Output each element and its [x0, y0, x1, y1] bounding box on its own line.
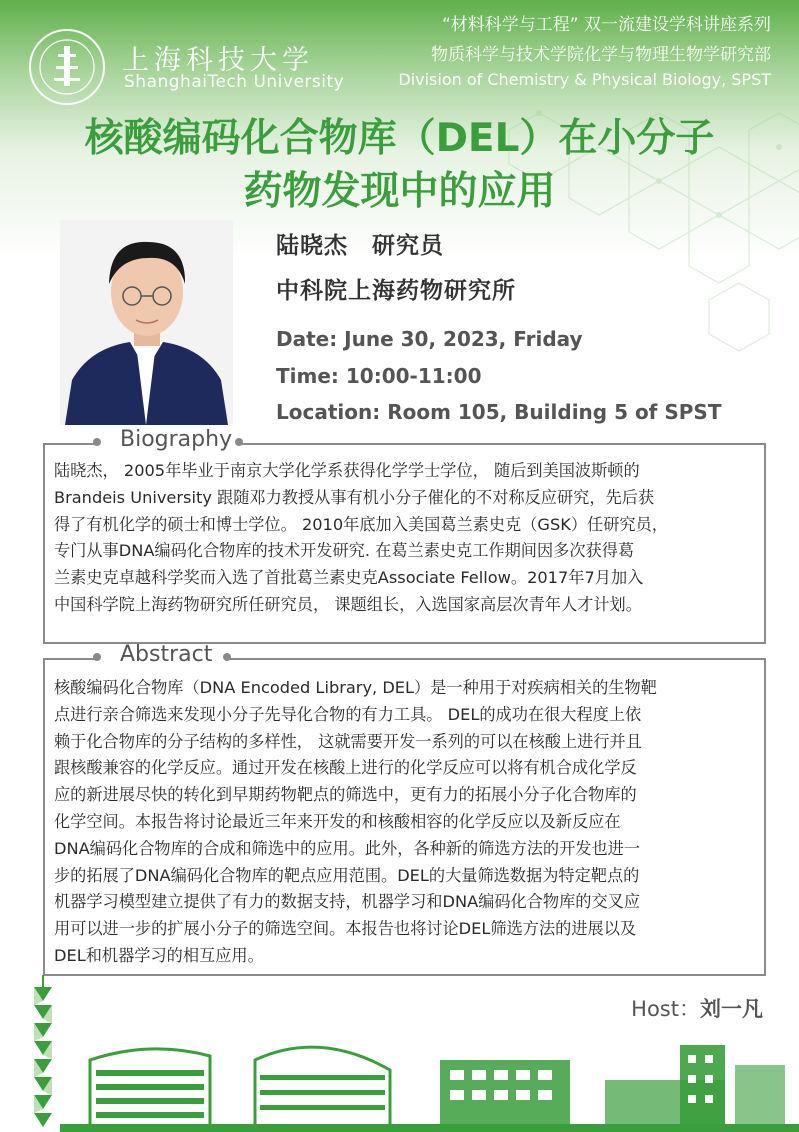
- event-location: Location: Room 105, Building 5 of SPST: [276, 400, 722, 424]
- speaker-affiliation: 中科院上海药物研究所: [276, 278, 516, 304]
- talk-title-line1: 核酸编码化合物库（DEL）在小分子: [84, 116, 715, 161]
- abstract-line: DNA编码化合物库的合成和筛选中的应用。此外，各种新的筛选方法的开发也进一: [54, 838, 641, 858]
- host-label: Host：: [631, 997, 700, 1021]
- event-time: Time: 10:00-11:00: [276, 364, 482, 388]
- biography-heading: Biography: [120, 427, 233, 452]
- host-name: 刘一凡: [700, 997, 763, 1021]
- university-seal-logo: [28, 28, 106, 106]
- biography-line: 中国科学院上海药物研究所任研究员， 课题组长，入选国家高层次青年人才计划。: [54, 594, 642, 614]
- abstract-line: 点进行亲合筛选来发现小分子先导化合物的有力工具。 DEL的成功在很大程度上依: [54, 704, 642, 724]
- talk-title-line2: 药物发现中的应用: [243, 169, 556, 214]
- university-name-cn: 上海科技大学: [122, 45, 314, 76]
- division-name-en: Division of Chemistry & Physical Biology, SPST: [398, 70, 771, 89]
- event-date: Date: June 30, 2023, Friday: [276, 327, 583, 351]
- abstract-heading: Abstract: [120, 642, 213, 667]
- biography-line: 得了有机化学的硕士和博士学位。 2010年底加入美国葛兰素史克（GSK）任研究员，: [54, 514, 668, 534]
- abstract-line: 赖于化合物库的分子结构的多样性， 这就需要开发一系列的可以在核酸上进行并且: [54, 731, 642, 751]
- biography-line: Brandeis University 跟随邓力教授从事有机小分子催化的不对称反应研究，先后获: [54, 487, 655, 507]
- biography-line: 兰素史克卓越科学奖而入选了首批葛兰素史克Associate Fellow。2017年7月加入: [54, 568, 644, 588]
- university-name-en: ShanghaiTech University: [124, 72, 345, 92]
- campus-tower-illustration: [30, 975, 56, 1132]
- host-info: [631, 993, 763, 1023]
- abstract-line: 应的新进展尽快的转化到早期药物靶点的筛选中，更有力的拓展小分子化合物库的: [54, 785, 637, 805]
- abstract-line: 用可以进一步的扩展小分子的筛选空间。本报告也将讨论DEL筛选方法的进展以及: [54, 919, 637, 939]
- biography-section: [43, 427, 766, 644]
- speaker-name-title: 陆晓杰 研究员: [276, 233, 444, 259]
- abstract-line: 步的拓展了DNA编码化合物库的靶点应用范围。DEL的大量筛选数据为特定靶点的: [54, 865, 640, 885]
- abstract-line: 核酸编码化合物库（DNA Encoded Library, DEL）是一种用于对疾病相关的生物靶: [54, 678, 657, 697]
- biography-line: 专门从事DNA编码化合物库的技术开发研究. 在葛兰素史克工作期间因多次获得葛: [54, 541, 635, 561]
- lecture-series: “材料科学与工程” 双一流建设学科讲座系列: [441, 15, 771, 35]
- abstract-line: 机器学习模型建立提供了有力的数据支持，机器学习和DNA编码化合物库的交叉应: [54, 892, 641, 912]
- division-name-cn: 物质科学与技术学院化学与物理生物学研究部: [431, 45, 771, 65]
- biography-text: [54, 458, 756, 619]
- abstract-line: 跟核酸兼容的化学反应。通过开发在核酸上进行的化学反应可以将有机合成化学反: [54, 758, 637, 778]
- abstract-line: 化学空间。本报告将讨论最近三年来开发的和核酸相容的化学反应以及新反应在: [54, 811, 621, 831]
- speaker-photo: [60, 220, 233, 425]
- biography-line: 陆晓杰， 2005年毕业于南京大学化学系获得化学学士学位， 随后到美国波斯顿的: [54, 461, 640, 480]
- abstract-section: [43, 642, 766, 976]
- campus-buildings-illustration: [60, 1020, 799, 1132]
- abstract-text: [54, 675, 756, 970]
- abstract-line: DEL和机器学习的相互应用。: [54, 945, 264, 965]
